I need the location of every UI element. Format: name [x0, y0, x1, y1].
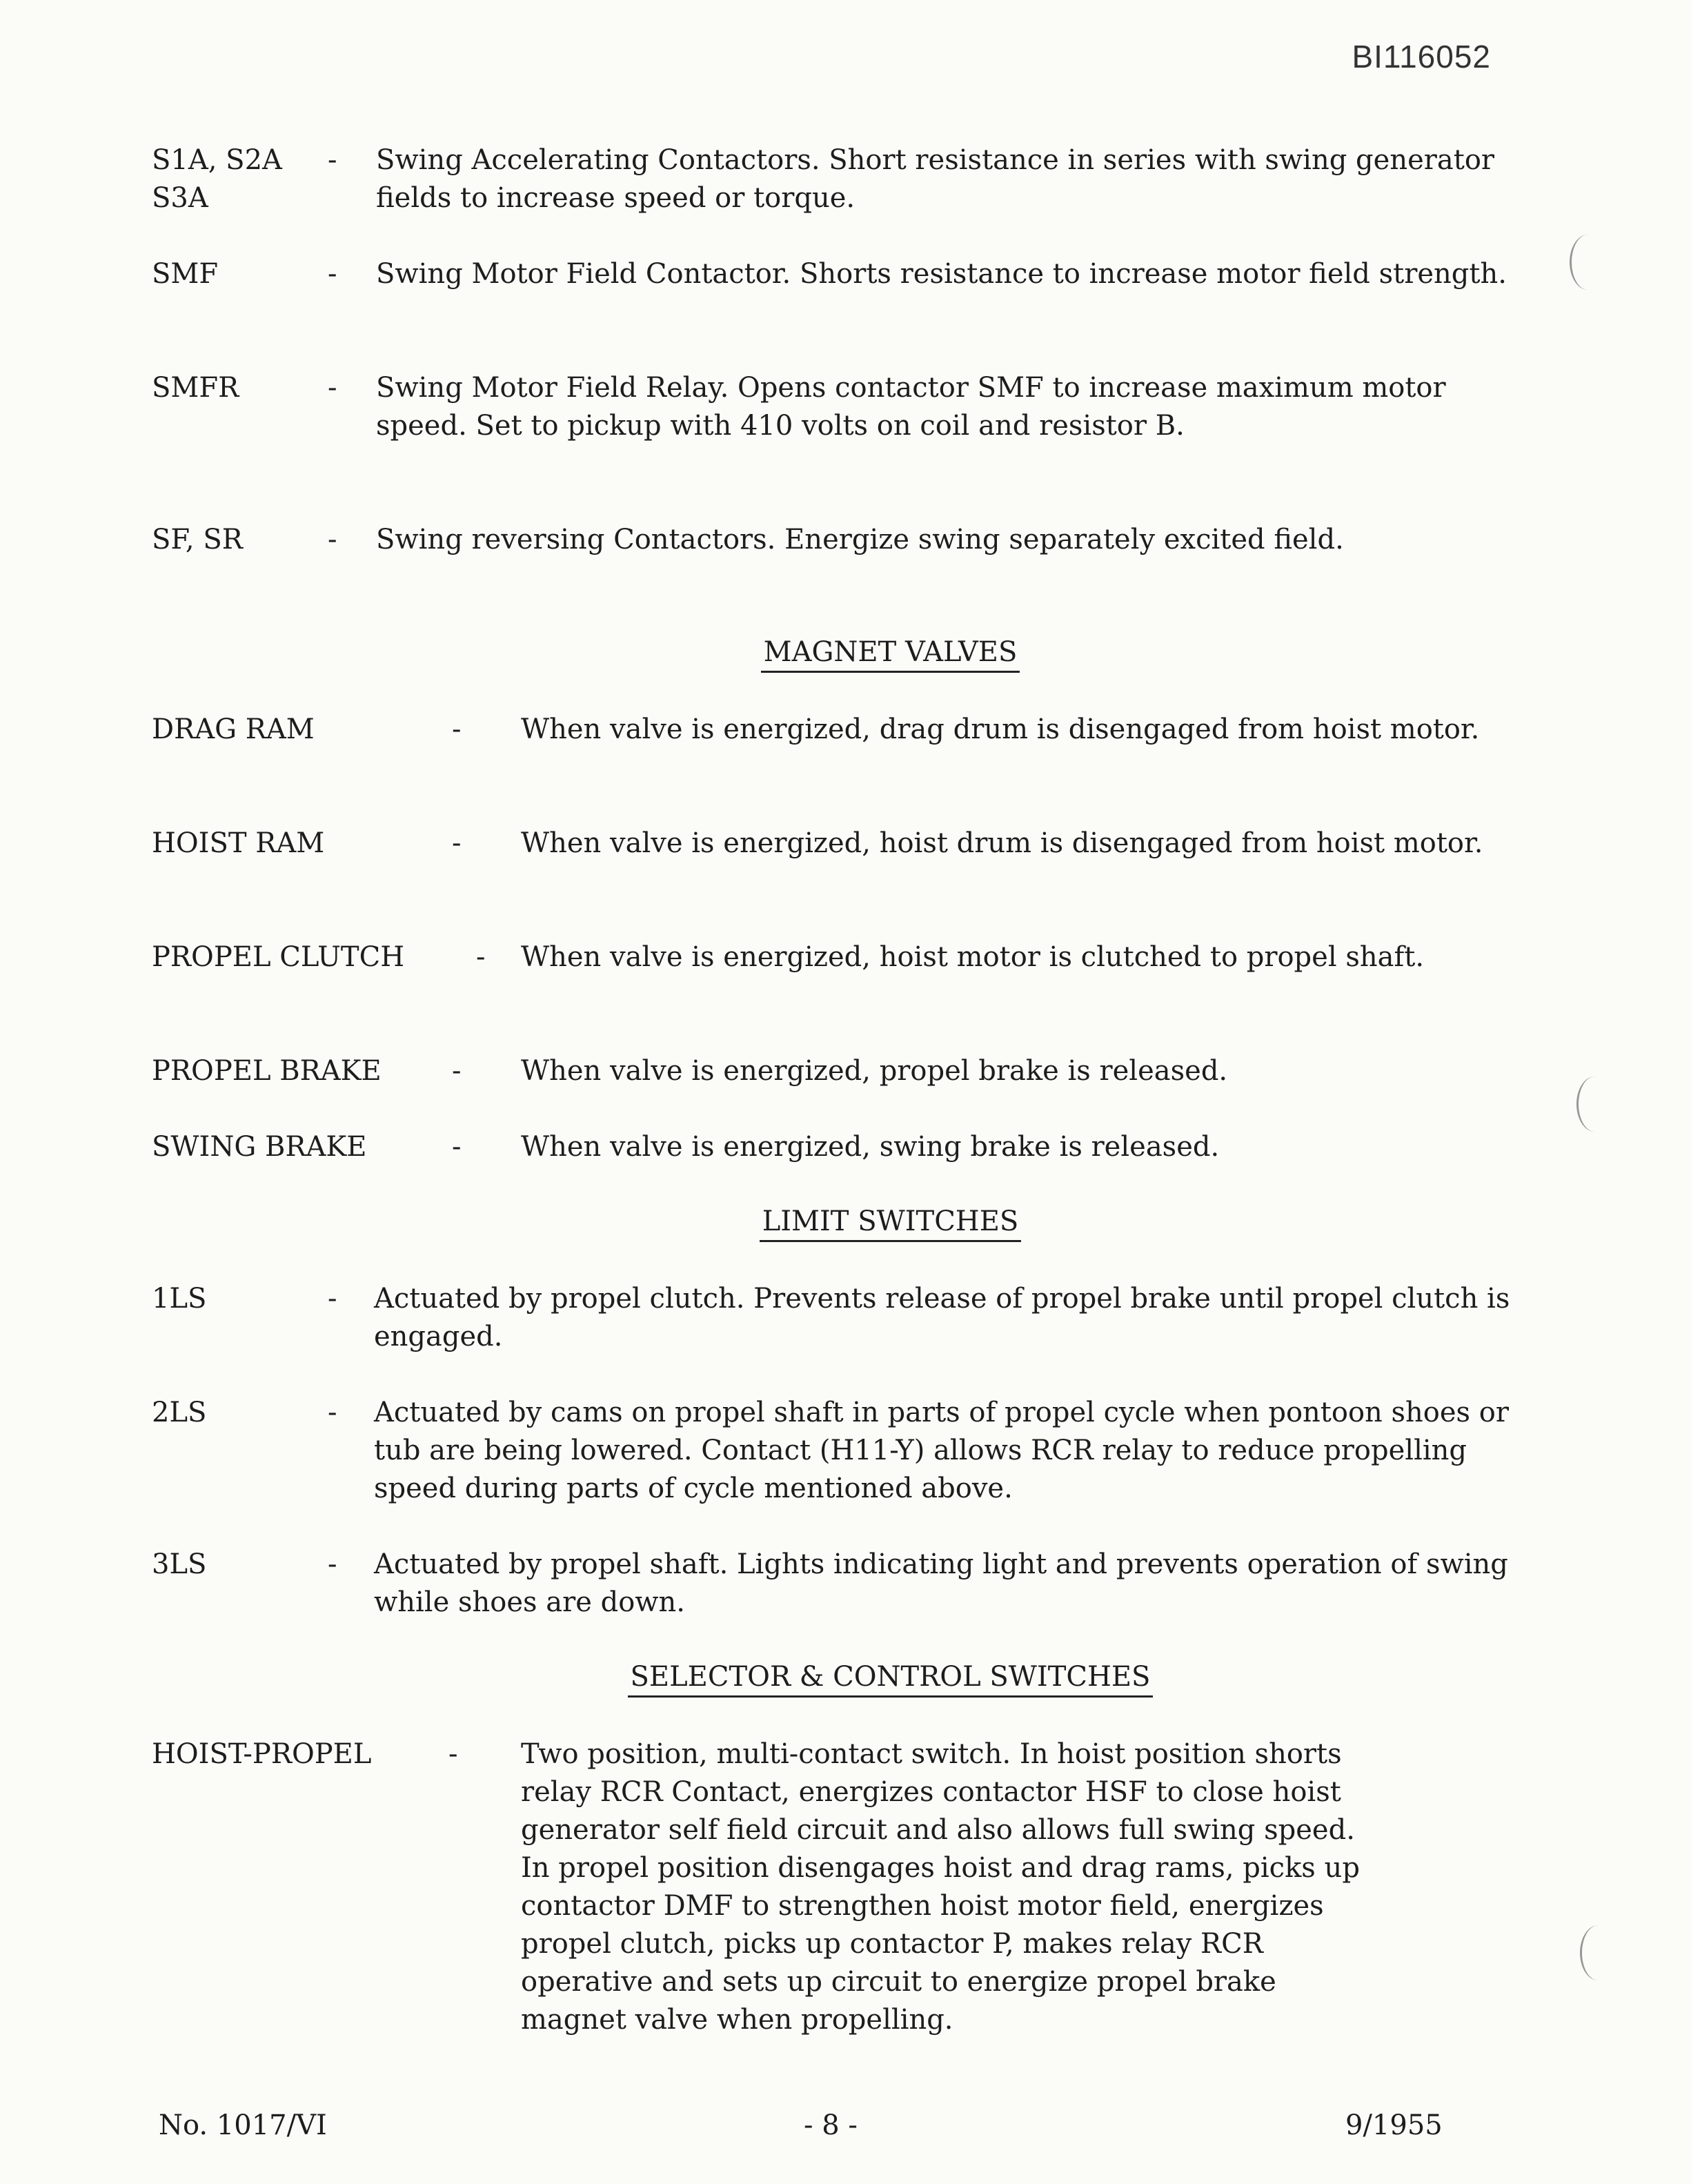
entry-term: SMF [152, 258, 219, 290]
entry-dash: - [476, 941, 486, 973]
entry-dash: - [452, 827, 462, 859]
entry-dash: - [328, 144, 337, 176]
entry-description: Actuated by cams on propel shaft in parts of propel cycle when pontoon shoes or tub are being lowered. Contact (H11-Y) allows RCR relay to reduce propelling speed during parts of cycle mentioned above. [374, 1397, 1509, 1504]
entry-description: When valve is energized, drag drum is disengaged from hoist motor. [521, 714, 1480, 745]
entry-dash: - [452, 1131, 462, 1163]
entry-term: 2LS [152, 1397, 207, 1428]
entry-dash: - [328, 258, 337, 290]
entry-dash: - [328, 1397, 337, 1428]
entry-2ls [152, 1394, 1519, 1511]
heading-text: MAGNET VALVES [761, 636, 1020, 673]
entry-description: When valve is energized, hoist drum is disengaged from hoist motor. [521, 827, 1483, 859]
footer-date: 9/1955 [1345, 2109, 1443, 2141]
entry-propel-clutch [152, 938, 1519, 1018]
entry-1ls [152, 1280, 1519, 1359]
heading-text: SELECTOR & CONTROL SWITCHES [628, 1661, 1154, 1698]
entry-description: Actuated by propel shaft. Lights indicating light and prevents operation of swing while shoes are down. [374, 1548, 1508, 1618]
entry-description: Actuated by propel clutch. Prevents release of propel brake until propel clutch is engaged. [374, 1283, 1510, 1352]
entry-dash: - [328, 372, 337, 404]
heading-text: LIMIT SWITCHES [760, 1206, 1022, 1242]
entry-description: Swing Accelerating Contactors. Short resistance in series with swing generator fields to increase speed or torque. [376, 144, 1495, 214]
entry-drag-ram [152, 711, 1519, 790]
section-heading-selector-control-switches [90, 1660, 1691, 1694]
entry-term: SMFR [152, 372, 239, 404]
document-id: BI116052 [1352, 39, 1491, 75]
entry-hoist-propel [152, 1735, 1519, 2080]
entry-dash: - [452, 1055, 462, 1087]
section-heading-limit-switches [90, 1204, 1691, 1239]
entry-term: PROPEL BRAKE [152, 1055, 382, 1087]
entry-term: S1A, S2A S3A [152, 144, 282, 214]
entry-term: PROPEL CLUTCH [152, 941, 405, 973]
entry-swing-brake [152, 1128, 1519, 1170]
entry-dash: - [328, 1283, 337, 1315]
entry-dash: - [328, 1548, 337, 1580]
entry-description: When valve is energized, propel brake is released. [521, 1055, 1228, 1087]
entry-3ls [152, 1546, 1519, 1625]
entry-description: Two position, multi-contact switch. In hoist position shorts relay RCR Contact, energizes contactor HSF to close hoist generator self field circuit and also allows full swing speed. In propel position disengages hoist and drag rams, picks up contactor DMF to strengthen hoist motor field, energizes propel clutch, picks up contactor P, makes relay RCR operative and sets up circuit to energize propel brake magnet valve when propelling. [521, 1738, 1360, 2036]
section-heading-magnet-valves [90, 635, 1691, 669]
entry-dash: - [328, 524, 337, 555]
entry-hoist-ram [152, 825, 1519, 904]
entry-term: SWING BRAKE [152, 1131, 367, 1163]
binder-hole-mark [1570, 235, 1606, 290]
entry-term: 3LS [152, 1548, 207, 1580]
entry-dash: - [452, 714, 462, 745]
entry-propel-brake [152, 1052, 1519, 1094]
footer-page-number: - 8 - [804, 2109, 858, 2141]
entry-description: When valve is energized, hoist motor is clutched to propel shaft. [521, 941, 1425, 973]
entry-term: SF, SR [152, 524, 243, 555]
entry-description: When valve is energized, swing brake is released. [521, 1131, 1220, 1163]
footer-document-number: No. 1017/VI [159, 2109, 327, 2141]
binder-hole-mark [1576, 1076, 1613, 1132]
entry-term: DRAG RAM [152, 714, 315, 745]
entry-description: Swing Motor Field Contactor. Shorts resistance to increase motor field strength. [376, 258, 1507, 290]
entry-description: Swing reversing Contactors. Energize swing separately excited field. [376, 524, 1344, 555]
entry-description: Swing Motor Field Relay. Opens contactor SMF to increase maximum motor speed. Set to pickup with 410 volts on coil and resistor B. [376, 372, 1446, 442]
entry-sf-sr [152, 521, 1519, 600]
entry-dash: - [448, 1738, 458, 1770]
entry-term: 1LS [152, 1283, 207, 1315]
entry-smfr [152, 369, 1519, 486]
entry-s1a-s2a-s3a [152, 141, 1519, 221]
entry-term: HOIST RAM [152, 827, 325, 859]
entry-smf [152, 255, 1519, 335]
entry-term: HOIST-PROPEL [152, 1738, 372, 1770]
binder-hole-mark [1580, 1925, 1616, 1980]
